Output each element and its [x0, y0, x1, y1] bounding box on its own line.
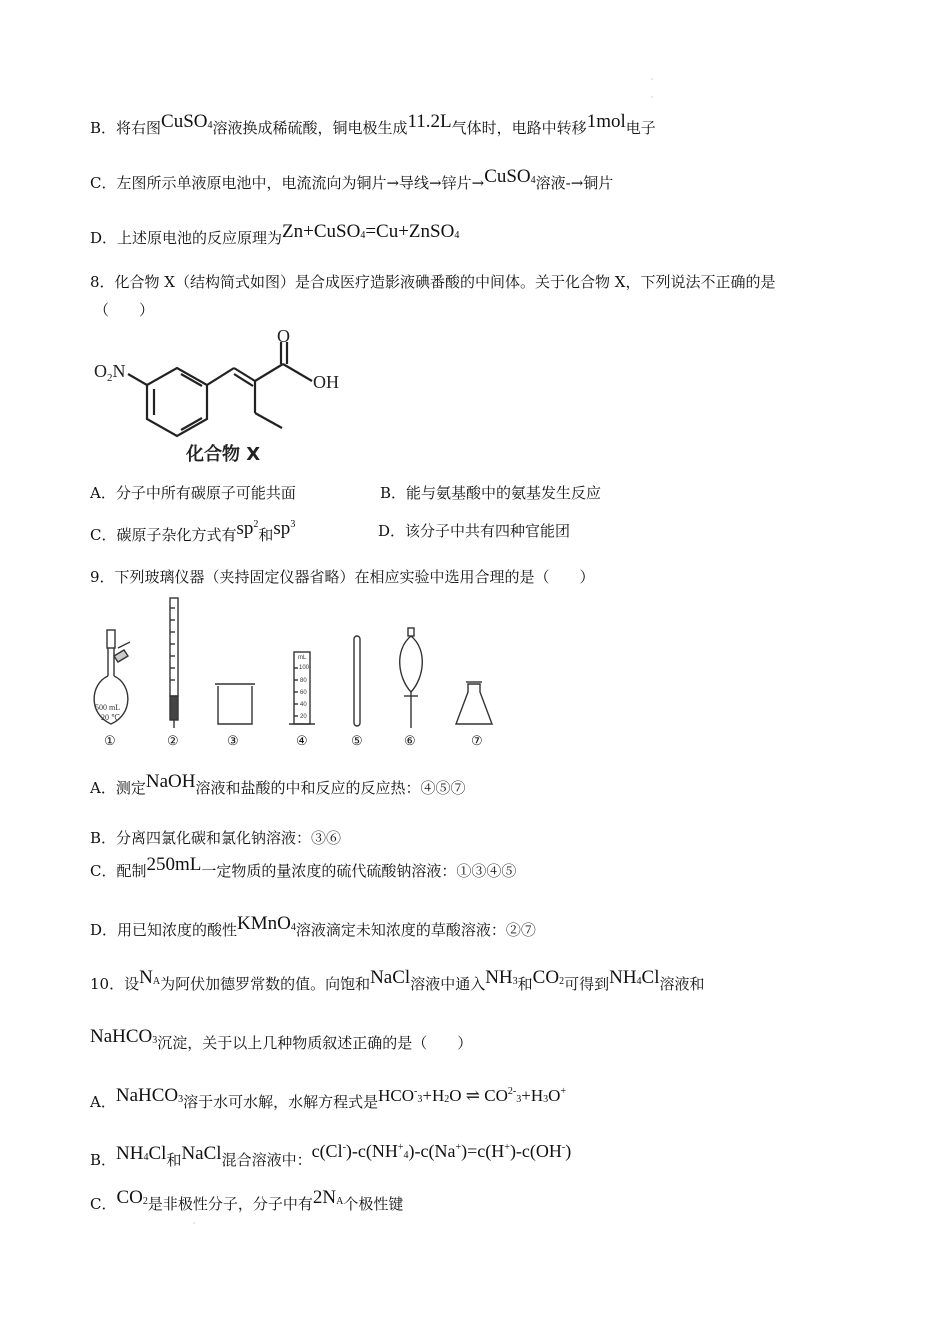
q7-option-b: [90, 111, 656, 142]
formula: [161, 111, 212, 132]
formula-text: CO: [116, 1187, 143, 1208]
text: 气体时，电路中转移: [451, 119, 587, 137]
text: 和: [517, 975, 533, 993]
text: 溶液滴定未知浓度的草酸溶液：②⑦: [295, 921, 536, 939]
equation: [378, 1086, 566, 1105]
text: 一定物质的量浓度的硫代硫酸钠溶液：①③④⑤: [201, 862, 517, 880]
formula-text: CuSO: [161, 111, 208, 132]
subscript: 4: [636, 976, 642, 987]
formula-text: N: [139, 967, 153, 988]
equation: [312, 1141, 572, 1161]
beaker-icon: [215, 684, 255, 724]
formula: 11.2L: [407, 111, 452, 132]
flask-temp-text: 20 ℃: [101, 713, 120, 722]
eq-part: )-c(Na: [408, 1141, 456, 1161]
subscript: 2: [142, 1196, 148, 1207]
superscript: +: [397, 1142, 404, 1153]
glassware-label: ⑥: [404, 734, 416, 749]
eq-part: =Cu+ZnSO: [365, 221, 455, 242]
eq-part: ): [565, 1141, 572, 1161]
text: 可得到: [564, 975, 610, 993]
q10-option-c: [90, 1187, 404, 1218]
text: 电子: [625, 119, 656, 137]
text: 溶液-→铜片: [535, 174, 614, 192]
stray-dot: ˙: [650, 96, 654, 105]
subscript: 4: [290, 922, 296, 933]
superscript: +: [560, 1086, 567, 1097]
stray-dot: ˙: [192, 1222, 196, 1231]
cylinder-tick: 20: [300, 714, 307, 720]
subscript: 3: [152, 1035, 158, 1046]
text: B．: [90, 1151, 117, 1169]
text: 溶液和: [659, 975, 705, 993]
q8-stem: 8．化合物 X（结构简式如图）是合成医疗造影液碘番酸的中间体。关于化合物 X，下列说法不正确的是: [90, 273, 776, 291]
subscript: 2: [444, 1094, 450, 1105]
cylinder-tick: 100: [299, 665, 310, 671]
formula-text: NH: [485, 967, 513, 988]
text: 个极性键: [343, 1195, 404, 1213]
eq-part: )-c(NH: [345, 1141, 398, 1161]
burette-icon: [170, 598, 178, 728]
cylinder-unit: mL: [298, 655, 307, 661]
text: 混合溶液中：: [221, 1151, 312, 1169]
formula-text: 2N: [312, 1187, 337, 1208]
formula-text: Cl: [148, 1143, 167, 1164]
formula: [90, 1026, 157, 1047]
formula: [236, 518, 258, 539]
formula: 1mol: [586, 111, 626, 132]
text: 10．设: [90, 975, 140, 993]
formula: [273, 518, 295, 539]
cylinder-scale: [298, 655, 310, 720]
glassware-label: ⑦: [471, 734, 483, 749]
q10-stem-line2: [90, 1026, 473, 1057]
eq-part: Zn+CuSO: [282, 221, 361, 242]
subscript: 4: [207, 120, 213, 131]
q10-option-b: [90, 1141, 572, 1174]
text: C．: [90, 1195, 117, 1213]
separatory-funnel-icon: [400, 628, 423, 728]
formula: [237, 913, 296, 934]
text: 溶液换成稀硫酸，铜电极生成: [212, 119, 408, 137]
text: 溶液和盐酸的中和反应的反应热：④⑤⑦: [195, 779, 466, 797]
subscript: 4: [143, 1152, 149, 1163]
formula: [485, 967, 517, 988]
equation: [282, 221, 459, 242]
subscript: 3: [543, 1094, 549, 1105]
formula-text: NaHCO: [115, 1085, 179, 1106]
superscript: +: [455, 1142, 462, 1153]
subscript: A: [152, 976, 161, 987]
formula-text: sp: [273, 518, 291, 539]
text: 为阿伏加德罗常数的值。向饱和: [160, 975, 371, 993]
subscript: 4: [360, 230, 366, 241]
formula: [116, 1143, 166, 1164]
carbonyl-o-label: O: [277, 328, 290, 346]
q10-stem-line1: [90, 967, 705, 998]
text: 和: [166, 1151, 182, 1169]
q7-option-d: [90, 221, 460, 252]
eq-part: O ⇌ CO: [449, 1086, 508, 1105]
text: A．测定: [90, 779, 146, 797]
cylinder-tick: 40: [300, 702, 307, 708]
superscript: 3: [290, 519, 296, 530]
formula: NaCl: [370, 967, 411, 988]
q10-option-a: [90, 1085, 567, 1116]
text: C．碳原子杂化方式有: [90, 526, 237, 544]
subscript: 4: [530, 175, 536, 186]
q8-option-d: D．该分子中共有四种官能团: [378, 522, 571, 540]
eq-part: )=c(H: [461, 1141, 505, 1161]
eq-part: O: [548, 1086, 561, 1105]
q9-stem: 9．下列玻璃仪器（夹持固定仪器省略）在相应实验中选用合理的是（ ）: [90, 568, 595, 586]
eq-part: HCO: [378, 1086, 415, 1105]
q8-option-a: A．分子中所有碳原子可能共面: [90, 484, 296, 502]
conical-flask-icon: [456, 682, 492, 724]
formula-text: NaHCO: [90, 1026, 153, 1047]
q8-option-b: B．能与氨基酸中的氨基发生反应: [380, 484, 602, 502]
volumetric-flask-icon: [94, 630, 130, 724]
formula: [533, 967, 564, 988]
formula-text: CuSO: [484, 166, 531, 187]
q9-option-a: [90, 771, 466, 798]
formula: [116, 1085, 183, 1106]
text: 溶于水可水解，水解方程式是: [183, 1093, 379, 1111]
text: 和: [258, 526, 274, 544]
formula: [139, 967, 160, 988]
subscript: 3: [178, 1094, 184, 1105]
superscript: 2-: [507, 1086, 517, 1097]
formula: [484, 166, 535, 187]
eq-part: )-c(OH: [509, 1141, 562, 1161]
stray-dot: ˙: [650, 78, 654, 87]
glassware-label: ②: [167, 734, 179, 749]
text: B．将右图: [90, 119, 162, 137]
eq-part: c(Cl: [311, 1141, 343, 1161]
subscript: 2: [559, 976, 565, 987]
subscript: 4: [403, 1150, 409, 1161]
subscript: 3: [516, 1094, 522, 1105]
superscript: +: [504, 1142, 510, 1153]
text: D．用已知浓度的酸性: [90, 921, 238, 939]
hydroxyl-label: OH: [313, 372, 339, 392]
formula: [313, 1187, 343, 1208]
glass-rod-icon: [354, 636, 360, 726]
cylinder-tick: 80: [300, 678, 307, 684]
formula: [116, 1187, 147, 1208]
formula: [609, 967, 659, 988]
formula-text: Cl: [641, 967, 660, 988]
q9-option-c: [90, 854, 517, 881]
eq-part: +H: [521, 1086, 544, 1105]
superscript: -: [342, 1142, 346, 1153]
q8-paren: （ ）: [94, 301, 155, 319]
text: C．配制: [90, 862, 147, 880]
glassware-figure: [84, 596, 504, 748]
formula: NaCl: [181, 1143, 222, 1164]
q9-option-d: [90, 913, 536, 944]
q9-option-b: B．分离四氯化碳和氯化钠溶液：③⑥: [90, 829, 342, 847]
q8-option-c: [90, 518, 296, 545]
superscript: -: [414, 1086, 418, 1097]
formula: 250mL: [146, 854, 202, 875]
text: 沉淀，关于以上几种物质叙述正确的是（ ）: [157, 1034, 473, 1052]
no2-label: $O_2N$: [94, 361, 126, 384]
formula: NaOH: [145, 771, 196, 792]
q7-option-c: [90, 166, 614, 197]
text: 溶液中通入: [410, 975, 486, 993]
text: A．: [90, 1093, 116, 1111]
flask-volume-text: 500 mL: [95, 703, 121, 712]
superscript: -: [561, 1142, 566, 1153]
superscript: 2: [253, 519, 259, 530]
figure-caption: 化合物 X: [186, 444, 261, 465]
eq-part: +H: [422, 1086, 445, 1105]
text: 是非极性分子，分子中有: [147, 1195, 313, 1213]
glassware-label: ③: [227, 734, 239, 749]
subscript: 4: [454, 230, 460, 241]
cylinder-tick: 60: [300, 690, 307, 696]
formula-text: CO: [532, 967, 560, 988]
formula-text: NH: [116, 1143, 144, 1164]
subscript: A: [336, 1196, 344, 1207]
compound-x-structure: [90, 328, 370, 468]
formula-text: KMnO: [237, 913, 291, 934]
text: D．上述原电池的反应原理为: [90, 229, 283, 247]
formula-text: sp: [236, 518, 254, 539]
glassware-label: ⑤: [351, 734, 363, 749]
glassware-label: ①: [104, 734, 116, 749]
subscript: 3: [512, 976, 518, 987]
subscript: 3: [417, 1094, 423, 1105]
formula-text: NH: [609, 967, 637, 988]
text: C．左图所示单液原电池中，电流流向为铜片→导线→锌片→: [90, 174, 485, 192]
glassware-label: ④: [296, 734, 308, 749]
